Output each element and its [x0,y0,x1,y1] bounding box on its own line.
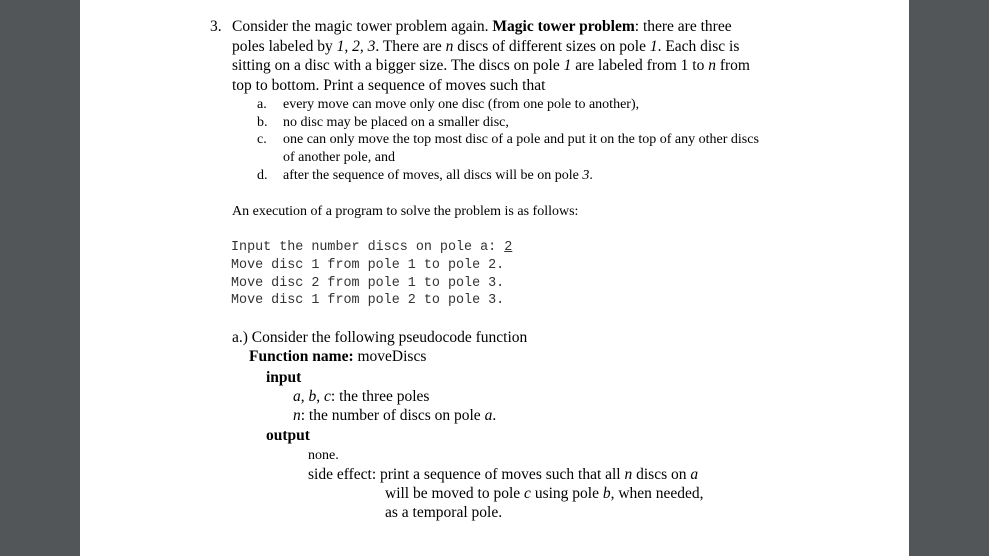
question-number: 3. [210,18,222,35]
console-move-line: Move disc 2 from pole 1 to pole 3. [231,275,505,291]
console-move-line: Move disc 1 from pole 2 to pole 3. [231,293,505,308]
console-input-value: 2 [504,240,513,255]
function-name-label: Function name: [249,348,354,365]
console-move-line: Move disc 1 from pole 1 to pole 2. [231,258,505,273]
condition-text: one can only move the top most disc of a pole and put it on the top of any other discs [283,132,759,147]
condition-text: of another pole, and [283,150,395,165]
condition-label: a. [257,97,267,112]
side-effect-line: side effect: print a sequence of moves such that all n discs on a [308,466,699,483]
question-line: poles labeled by 1, 2, 3. There are n discs of different sizes on pole 1. Each disc is [232,38,740,55]
question-line: Consider the magic tower problem again. Magic tower problem: there are three [232,18,732,35]
pseudocode-heading: a.) Consider the following pseudocode function [232,329,528,346]
console-prompt: Input the number discs on pole a: [231,240,505,255]
condition-text: after the sequence of moves, all discs will be on pole 3. [283,168,593,183]
condition-text: no disc may be placed on a smaller disc, [283,115,509,130]
execution-intro: An execution of a program to solve the problem is as follows: [232,204,579,219]
condition-label: d. [257,168,268,183]
side-effect-line: will be moved to pole c using pole b, when needed, [385,485,704,502]
function-name: moveDiscs [353,348,427,365]
input-item: a, b, c: the three poles [293,388,430,405]
function-name-line [249,347,426,366]
output-label: output [266,427,310,444]
condition-label: c. [257,132,267,147]
condition-label: b. [257,115,268,130]
console-prompt-line [231,239,512,257]
condition-text: every move can move only one disc (from one pole to another), [283,97,640,112]
side-effect-line: as a temporal pole. [385,504,503,521]
question-line: top to bottom. Print a sequence of moves such that [232,77,546,94]
output-none: none. [308,448,339,463]
input-label: input [266,369,302,386]
input-item: n: the number of discs on pole a. [293,407,497,424]
document-page [80,0,909,556]
question-line: sitting on a disc with a bigger size. The discs on pole 1 are labeled from 1 to n from [232,57,750,74]
